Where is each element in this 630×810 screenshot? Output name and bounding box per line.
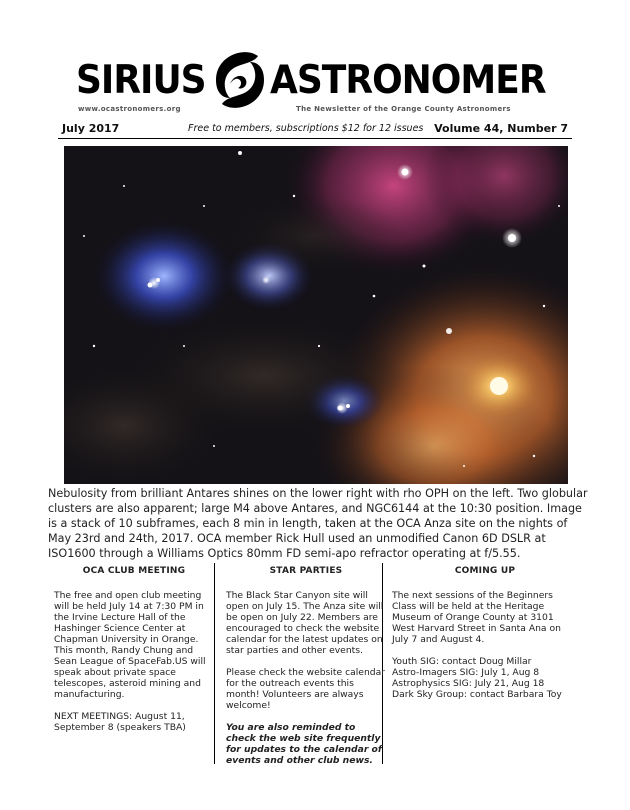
beginners-class-details: The next sessions of the Beginners Class will be held at the Heritage Museum of Orange County at 3101 West Harvard Street in Santa Ana on July 7 and August 4.	[392, 590, 561, 645]
club-meeting-column	[54, 566, 214, 744]
masthead-title-astronomer: ASTRONOMER	[270, 58, 546, 104]
masthead	[72, 48, 558, 118]
sig-item: Dark Sky Group: contact Barbara Toy	[392, 689, 562, 700]
website-url: www.ocastronomers.org	[78, 105, 181, 113]
masthead-title-sirius: SIRIUS	[76, 58, 206, 104]
club-meeting-heading: OCA CLUB MEETING	[82, 566, 186, 576]
antares-nebula-photo	[64, 146, 568, 484]
star-parties-details: The Black Star Canyon site will open on July 15. The Anza site will be open on July 22. Members are encouraged to check the website calendar for the latest updates on star parties and other events.	[226, 590, 384, 656]
club-meeting-details: The free and open club meeting will be held July 14 at 7:30 PM in the Irvine Lecture Hall of the Hashinger Science Center at Chapman University in Orange. This month, Randy Chung and Sean League of SpaceFab.US will speak about private space telescopes, asteroid mining and manufacturing.	[54, 590, 206, 700]
sig-item: Youth SIG: contact Doug Millar	[392, 656, 532, 667]
website-reminder: You are also reminded to check the web site frequently for updates to the calendar of events and other club news.	[226, 722, 382, 766]
outreach-note: Please check the website calendar for the outreach events this month! Volunteers are always welcome!	[226, 667, 386, 711]
subscription-tagline: Free to members, subscriptions $12 for 12 issues	[188, 123, 424, 134]
coming-up-column	[392, 566, 578, 711]
next-meetings: NEXT MEETINGS: August 11, September 8 (speakers TBA)	[54, 711, 186, 733]
issue-date: July 2017	[62, 122, 120, 135]
oca-logo-icon	[208, 48, 272, 112]
coming-up-heading: COMING UP	[454, 566, 516, 576]
star-parties-heading: STAR PARTIES	[269, 566, 343, 576]
volume-number: Volume 44, Number 7	[434, 122, 568, 135]
newsletter-description: The Newsletter of the Orange County Astronomers	[296, 105, 511, 113]
column-divider	[214, 563, 215, 764]
sig-item: Astro-Imagers SIG: July 1, Aug 8	[392, 667, 540, 678]
issue-info-bar	[58, 120, 572, 139]
photo-caption: Nebulosity from brilliant Antares shines on the lower right with rho OPH on the left. Two globular clusters are also apparent; large M4 above Antares, and NGC6144 at the 10:30 position. Image is a stack of 10 subframes, each 8 min in length, taken at the OCA Anza site on the nights of May 23rd and 24th, 2017. OCA member Rick Hull used an unmodified Canon 6D DSLR at ISO1600 through a Williams Optics 80mm FD semi-apo refractor operating at f/5.55.	[48, 487, 588, 560]
sig-list	[392, 656, 578, 700]
star-parties-column	[226, 566, 386, 777]
sig-item: Astrophysics SIG: July 21, Aug 18	[392, 678, 545, 689]
